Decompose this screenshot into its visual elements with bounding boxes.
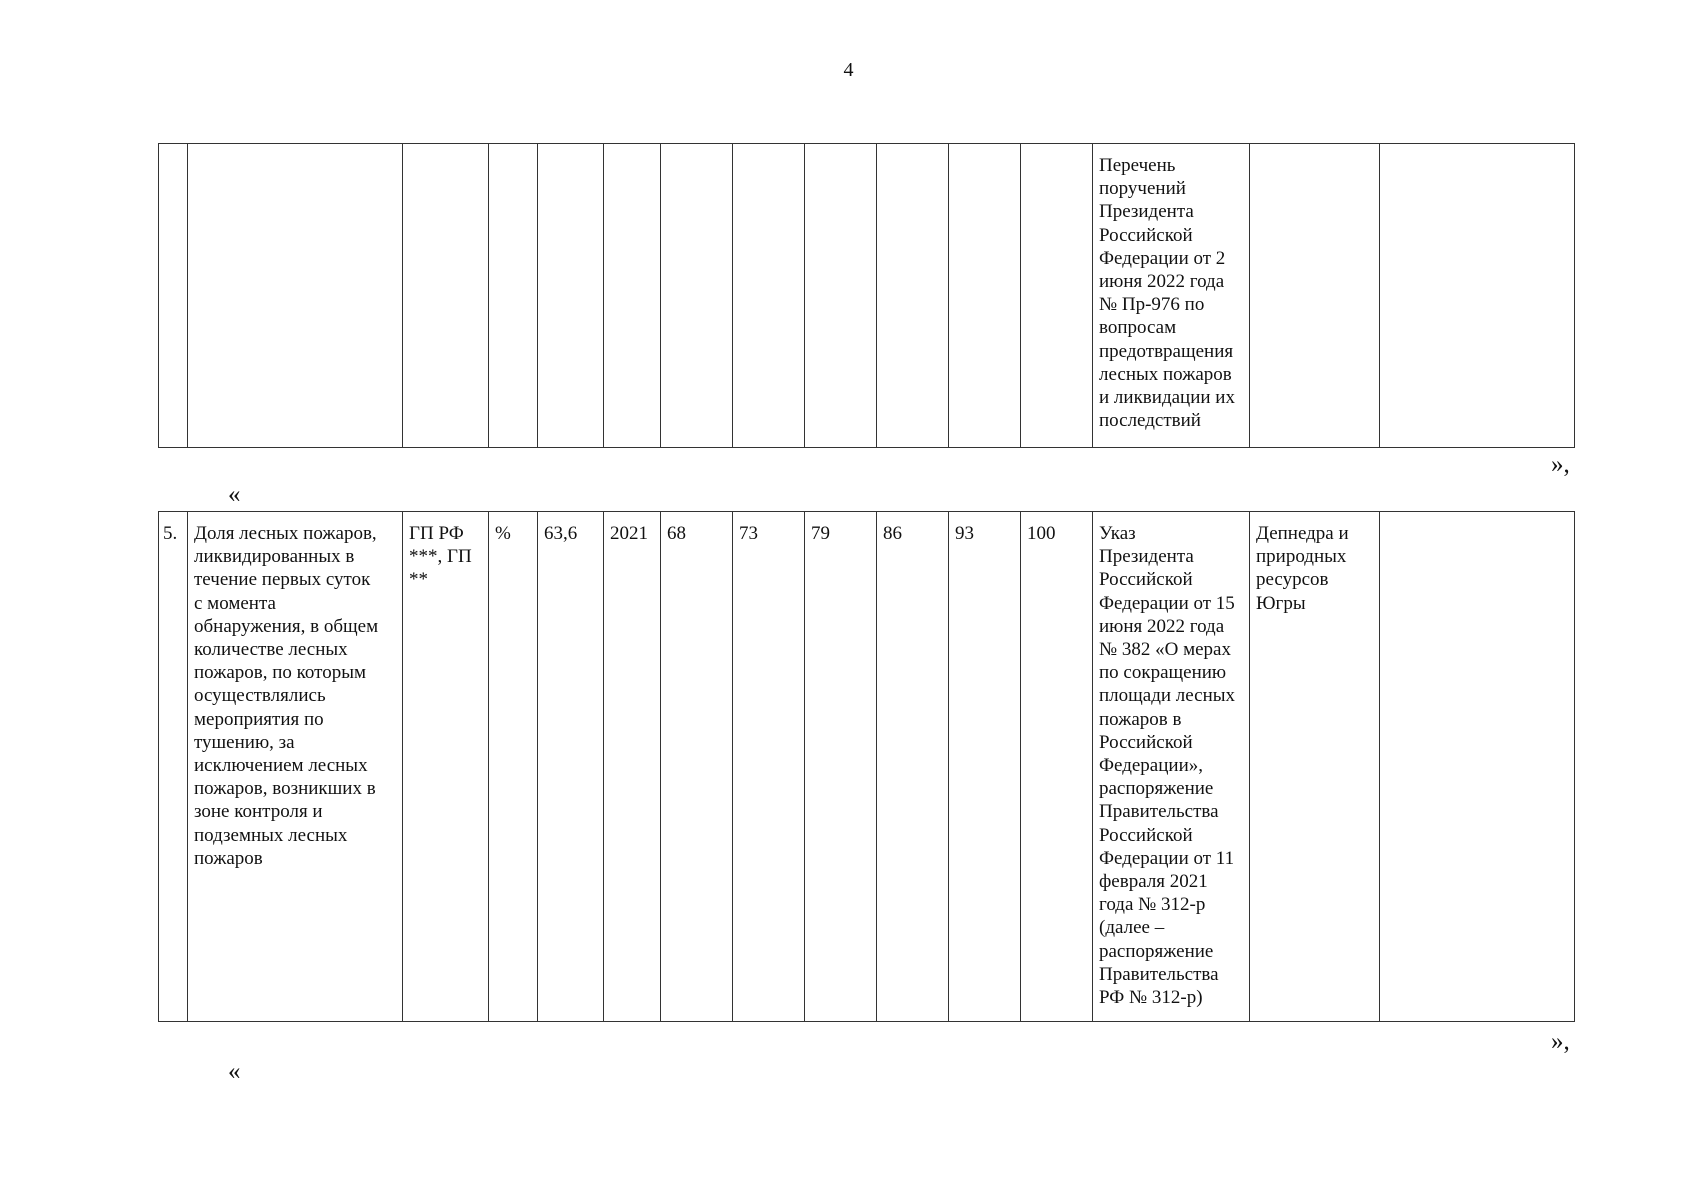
opening-quote: « <box>228 1058 241 1085</box>
cell-unit <box>489 144 538 448</box>
cell-value-6: 100 <box>1021 512 1093 1022</box>
cell-number: 5. <box>159 512 188 1022</box>
cell-indicator-name <box>188 144 403 448</box>
cell-level <box>403 144 489 448</box>
indicator-table-continuation <box>158 143 1575 448</box>
cell-information-system <box>1380 144 1575 448</box>
cell-document: Указ Президента Российской Федерации от 15 июня 2022 года № 382 «О мерах по сокращению площади лесных пожаров в Российской Федерации», распоряжение Правительства Российской Федерации от 11 февраля 2021 года № 312-р (далее – распоряжение Правительства РФ № 312-р) <box>1093 512 1250 1022</box>
cell-value-1 <box>661 144 733 448</box>
cell-base-year: 2021 <box>604 512 661 1022</box>
cell-responsible <box>1250 144 1380 448</box>
cell-value-4 <box>877 144 949 448</box>
cell-value-2: 73 <box>733 512 805 1022</box>
cell-value-4: 86 <box>877 512 949 1022</box>
cell-information-system <box>1380 512 1575 1022</box>
opening-quote: « <box>228 481 241 508</box>
cell-base-value: 63,6 <box>538 512 604 1022</box>
indicator-table-row-5 <box>158 511 1575 1022</box>
cell-level: ГП РФ ***, ГП ** <box>403 512 489 1022</box>
cell-number <box>159 144 188 448</box>
cell-base-value <box>538 144 604 448</box>
table-row <box>159 144 1575 448</box>
cell-value-3: 79 <box>805 512 877 1022</box>
cell-value-5: 93 <box>949 512 1021 1022</box>
cell-base-year <box>604 144 661 448</box>
closing-quote: », <box>1551 1028 1570 1055</box>
cell-indicator-name: Доля лесных пожаров, ликвидированных в течение первых суток с момента обнаружения, в общем количестве лесных пожаров, по которым осуществлялись мероприятия по тушению, за исключением лесных пожаров, возникших в зоне контроля и подземных лесных пожаров <box>188 512 403 1022</box>
cell-unit: % <box>489 512 538 1022</box>
table-row <box>159 512 1575 1022</box>
cell-value-6 <box>1021 144 1093 448</box>
cell-document: Перечень поручений Президента Российской Федерации от 2 июня 2022 года № Пр-976 по вопросам предотвращения лесных пожаров и ликвидации их последствий <box>1093 144 1250 448</box>
cell-value-2 <box>733 144 805 448</box>
cell-value-1: 68 <box>661 512 733 1022</box>
cell-value-3 <box>805 144 877 448</box>
closing-quote: », <box>1551 451 1570 478</box>
cell-value-5 <box>949 144 1021 448</box>
page-number: 4 <box>843 59 854 81</box>
cell-responsible: Депнедра и природных ресурсов Югры <box>1250 512 1380 1022</box>
